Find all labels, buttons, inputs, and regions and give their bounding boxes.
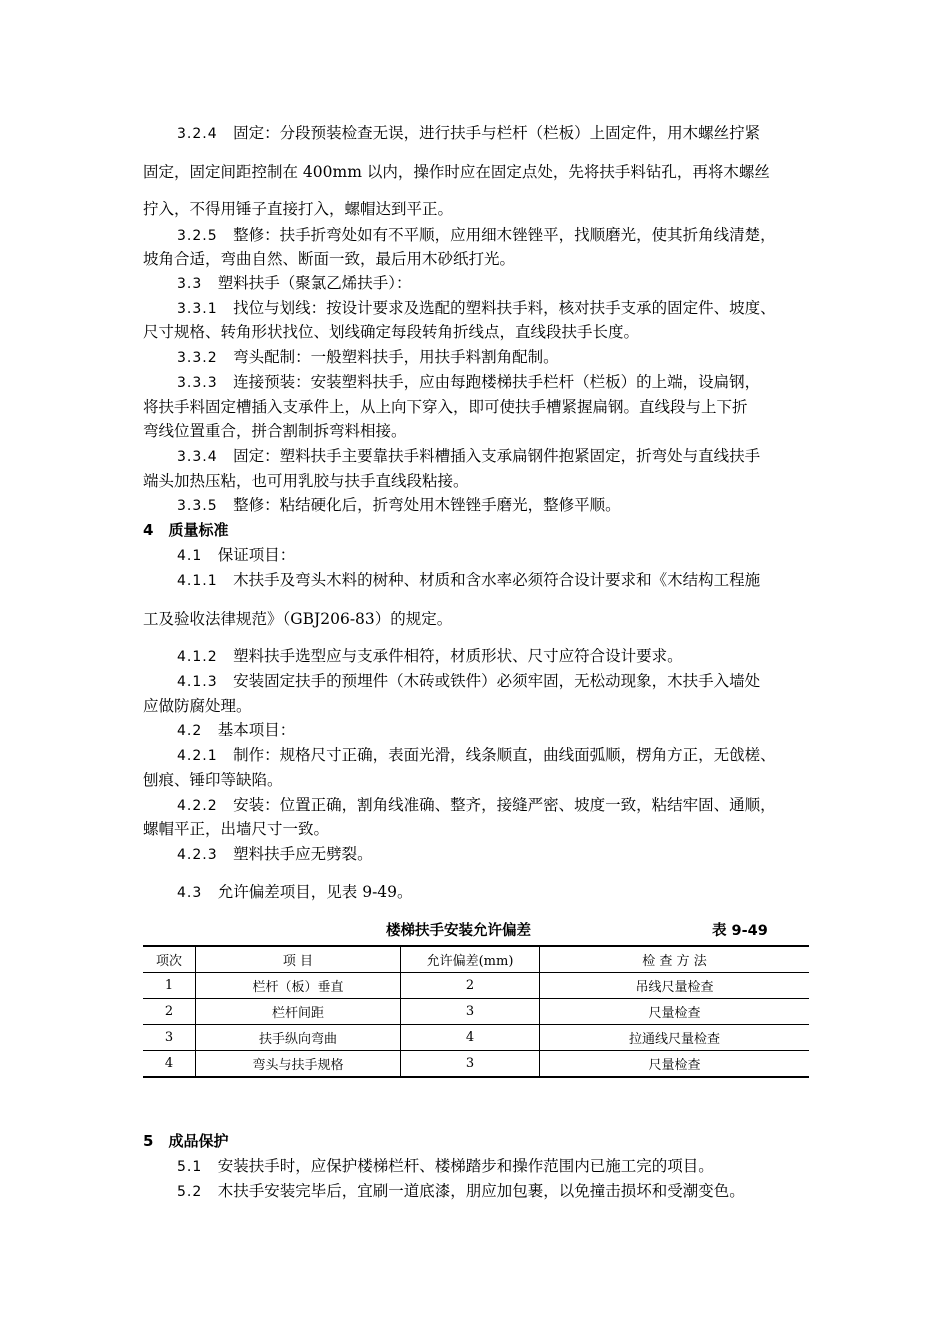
text-line: 工及验收法律规范》（GBJ206-83）的规定。 — [143, 610, 453, 628]
text-line: 尺寸规格、转角形状找位、划线确定每段转角折线点，直线段扶手长度。 — [143, 323, 640, 341]
column-header-item: 项 目 — [196, 946, 401, 973]
table-cell: 3 — [401, 1051, 540, 1078]
table-cell: 扶手纵向弯曲 — [196, 1025, 401, 1051]
table-caption: 楼梯扶手安装允许偏差 — [386, 923, 531, 939]
clause-text: 固定：塑料扶手主要靠扶手料槽插入支承扁钢件抱紧固定，折弯处与直线扶手 — [233, 447, 761, 465]
paragraph-3-3 — [177, 273, 817, 294]
paragraph-3-3-5 — [177, 495, 817, 516]
clause-text: 木扶手及弯头木料的树种、材质和含水率必须符合设计要求和《木结构工程施 — [233, 571, 761, 589]
text-line: 端头加热压粘，也可用乳胶与扶手直线段粘接。 — [143, 472, 469, 490]
paragraph-4-1-1 — [177, 570, 817, 591]
table-cell: 弯头与扶手规格 — [196, 1051, 401, 1078]
table-row — [143, 1025, 809, 1051]
clause-text: 制作：规格尺寸正确，表面光滑，线条顺直，曲线面弧顺，楞角方正，无戗槎、 — [233, 746, 776, 764]
clause-number: 3.2.4 — [177, 126, 218, 142]
clause-number: 5.1 — [177, 1159, 203, 1175]
text-line: 螺帽平正，出墙尺寸一致。 — [143, 820, 330, 838]
table-cell: 4 — [143, 1051, 196, 1078]
table-row — [143, 999, 809, 1025]
table-cell: 3 — [401, 999, 540, 1025]
clause-number: 3.3.2 — [177, 350, 218, 366]
clause-number: 4.1.2 — [177, 649, 218, 665]
clause-number: 4.3 — [177, 885, 203, 901]
paragraph-3-3-4 — [177, 446, 817, 467]
clause-text: 塑料扶手应无劈裂。 — [233, 845, 373, 863]
clause-text: 塑料扶手（聚氯乙烯扶手）： — [217, 274, 412, 292]
table-cell: 尺量检查 — [540, 999, 810, 1025]
clause-text: 塑料扶手选型应与支承件相符，材质形状、尺寸应符合设计要求。 — [233, 647, 683, 665]
clause-number: 3.3.3 — [177, 375, 218, 391]
clause-number: 4.1.1 — [177, 573, 218, 589]
paragraph-3-3-1 — [177, 298, 817, 319]
clause-number: 4.1 — [177, 548, 203, 564]
clause-number: 4.1.3 — [177, 674, 218, 690]
clause-text: 保证项目： — [217, 546, 296, 564]
clause-number: 3.2.5 — [177, 228, 218, 244]
table-cell: 尺量检查 — [540, 1051, 810, 1078]
table-row — [143, 973, 809, 999]
paragraph-4-2 — [177, 720, 817, 741]
section-number: 4 — [143, 521, 154, 539]
clause-text: 整修：扶手折弯处如有不平顺，应用细木锉锉平，找顺磨光，使其折角线清楚， — [233, 226, 776, 244]
column-header-method: 检 查 方 法 — [540, 946, 810, 973]
clause-number: 3.3.1 — [177, 301, 218, 317]
clause-text: 弯头配制：一般塑料扶手，用扶手料割角配制。 — [233, 348, 559, 366]
clause-number: 4.2.1 — [177, 748, 218, 764]
text-line: 坡角合适，弯曲自然、断面一致，最后用木砂纸打光。 — [143, 250, 516, 268]
clause-text: 固定：分段预装检查无误，进行扶手与栏杆（栏板）上固定件，用木螺丝拧紧 — [233, 124, 761, 142]
column-header-tolerance: 允许偏差(mm) — [401, 946, 540, 973]
paragraph-5-1 — [177, 1156, 817, 1177]
clause-text: 允许偏差项目，见表 9-49。 — [217, 883, 413, 901]
table-cell: 吊线尺量检查 — [540, 973, 810, 999]
text-line: 应做防腐处理。 — [143, 697, 252, 715]
paragraph-4-1-3 — [177, 671, 817, 692]
section-heading-5 — [143, 1131, 815, 1151]
clause-text: 木扶手安装完毕后，宜刷一道底漆，朋应加包裹，以免撞击损坏和受潮变色。 — [217, 1182, 745, 1200]
table-row — [143, 1051, 809, 1078]
table-header-row — [143, 946, 809, 973]
paragraph-4-2-1 — [177, 745, 817, 766]
paragraph-4-3 — [177, 882, 817, 903]
section-number: 5 — [143, 1132, 154, 1150]
clause-number: 3.3.4 — [177, 449, 218, 465]
clause-text: 安装：位置正确，割角线准确、整齐，接缝严密、坡度一致，粘结牢固、通顺， — [233, 796, 776, 814]
paragraph-3-2-5 — [177, 225, 817, 246]
clause-text: 安装固定扶手的预埋件（木砖或铁件）必须牢固，无松动现象，木扶手入墙处 — [233, 672, 761, 690]
table-cell: 4 — [401, 1025, 540, 1051]
tolerance-table — [143, 945, 809, 1078]
section-title: 质量标准 — [168, 521, 229, 539]
text-line: 将扶手料固定槽插入支承件上，从上向下穿入，即可使扶手槽紧握扁钢。直线段与上下折 — [143, 398, 748, 416]
clause-text: 安装扶手时，应保护楼梯栏杆、楼梯踏步和操作范围内已施工完的项目。 — [217, 1157, 714, 1175]
text-line: 固定，固定间距控制在 400mm 以内，操作时应在固定点处，先将扶手料钻孔，再将木螺丝 — [143, 163, 770, 181]
table-number: 表 9-49 — [712, 923, 768, 939]
clause-number: 4.2 — [177, 723, 203, 739]
clause-number: 5.2 — [177, 1184, 203, 1200]
section-heading-4 — [143, 520, 815, 540]
paragraph-3-3-3 — [177, 372, 817, 393]
clause-number: 4.2.2 — [177, 798, 218, 814]
text-line: 拧入，不得用锤子直接打入，螺帽达到平正。 — [143, 200, 454, 218]
table-cell: 1 — [143, 973, 196, 999]
paragraph-4-2-2 — [177, 795, 817, 816]
clause-number: 4.2.3 — [177, 847, 218, 863]
clause-number: 3.3 — [177, 276, 203, 292]
paragraph-3-3-2 — [177, 347, 817, 368]
table-cell: 2 — [401, 973, 540, 999]
table-cell: 拉通线尺量检查 — [540, 1025, 810, 1051]
paragraph-4-1 — [177, 545, 817, 566]
clause-text: 基本项目： — [217, 721, 296, 739]
table-cell: 3 — [143, 1025, 196, 1051]
paragraph-4-2-3 — [177, 844, 817, 865]
column-header-index: 项次 — [143, 946, 196, 973]
clause-text: 连接预装：安装塑料扶手，应由每跑楼梯扶手栏杆（栏板）的上端，设扁钢， — [233, 373, 761, 391]
table-cell: 栏杆（板）垂直 — [196, 973, 401, 999]
clause-text: 找位与划线：按设计要求及选配的塑料扶手料，核对扶手支承的固定件、坡度、 — [233, 299, 776, 317]
text-line: 弯线位置重合，拼合割制拆弯料相接。 — [143, 422, 407, 440]
table-cell: 2 — [143, 999, 196, 1025]
text-line: 刨痕、锤印等缺陷。 — [143, 771, 283, 789]
paragraph-3-2-4 — [177, 123, 817, 144]
paragraph-4-1-2 — [177, 646, 817, 667]
paragraph-5-2 — [177, 1181, 817, 1202]
table-cell: 栏杆间距 — [196, 999, 401, 1025]
clause-text: 整修：粘结硬化后，折弯处用木锉锉手磨光，整修平顺。 — [233, 496, 621, 514]
section-title: 成品保护 — [168, 1132, 229, 1150]
clause-number: 3.3.5 — [177, 498, 218, 514]
